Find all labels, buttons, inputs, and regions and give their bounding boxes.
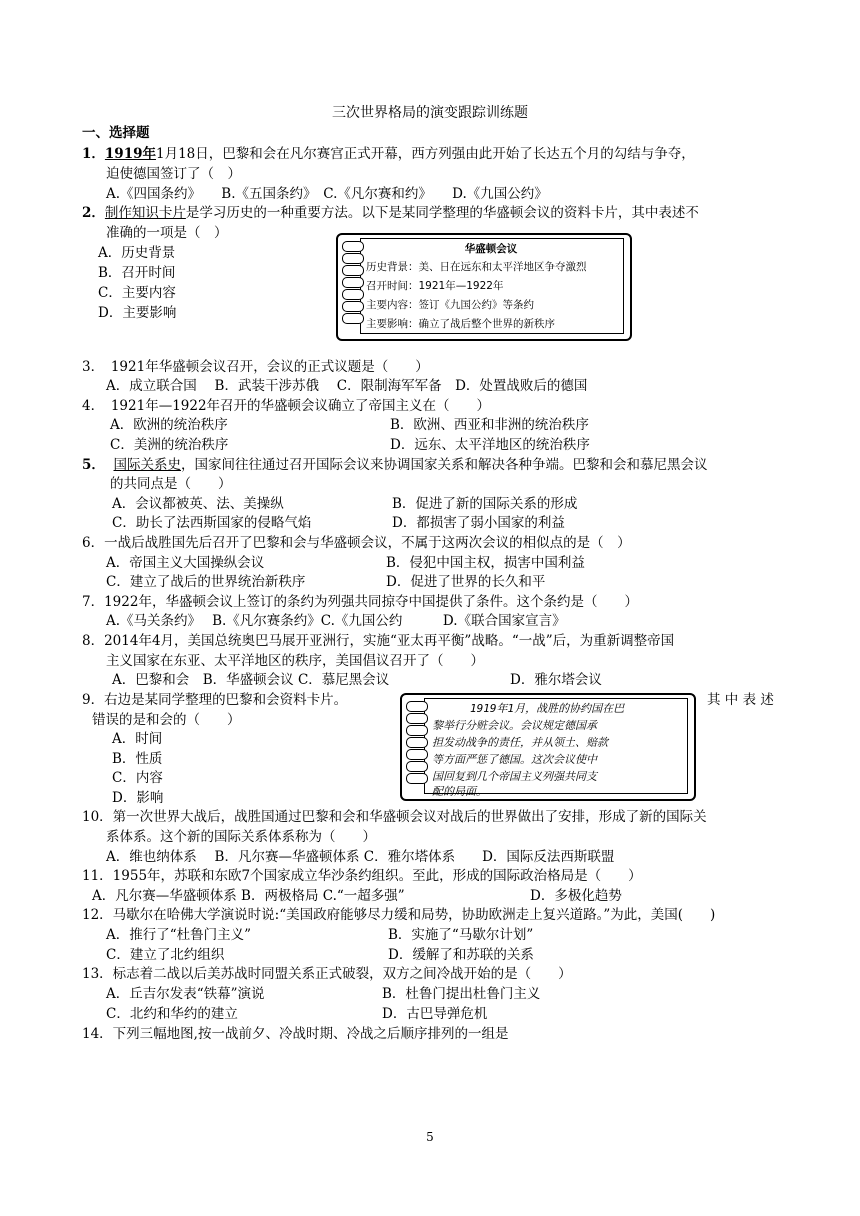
question-4-stem: 4． 1921年—1922年召开的华盛顿会议确立了帝国主义在（ ） xyxy=(82,398,491,414)
question-2-underlined-phrase: 制作知识卡片 xyxy=(104,205,186,221)
question-11-stem: 11．1955年，苏联和东欧7个国家成立华沙条约组织。至此，形成的国际政治格局是（ ） xyxy=(82,868,642,884)
option-d: D．缓解了和苏联的关系 xyxy=(388,947,534,963)
question-9-stem: 9．右边是某同学整理的巴黎和会资料卡片。 xyxy=(82,692,348,708)
question-9-stem-line2: 错误的是和会的（ ） xyxy=(92,712,241,728)
option-c: C．建立了北约组织 xyxy=(106,947,225,963)
page-number: 5 xyxy=(426,1130,434,1144)
option-d: D．雅尔塔会议 xyxy=(510,672,602,688)
option-c: C．美洲的统治秩序 xyxy=(110,437,229,453)
binder-ring xyxy=(342,277,364,288)
binder-ring xyxy=(342,301,364,312)
option-b: B．促进了新的国际关系的形成 xyxy=(392,496,578,512)
binder-ring xyxy=(406,749,428,760)
question-1-stem: 1月18日，巴黎和会在凡尔赛宫正式开幕，西方列强由此开始了长达五个月的勾结与争夺， xyxy=(155,146,695,162)
card-row: 配的局面。 xyxy=(432,785,487,798)
question-8-stem-line2: 主义国家在东亚、太平洋地区的秩序，美国倡议召开了（ ） xyxy=(106,653,484,669)
question-3-options: A．成立联合国 B．武装干涉苏俄 C．限制海军军备 D．处置战败后的德国 xyxy=(106,378,588,394)
option-c: C．北约和华约的建立 xyxy=(106,1006,238,1022)
binder-ring xyxy=(406,725,428,736)
binder-ring xyxy=(342,313,364,324)
option-a: A．推行了“杜鲁门主义” xyxy=(106,927,252,943)
binder-ring xyxy=(342,241,364,252)
card-row: 等方面严惩了德国。这次会议使中 xyxy=(432,753,597,766)
option-a: A．欧洲的统治秩序 xyxy=(110,417,228,433)
question-5-underlined-phrase: 国际关系史 xyxy=(113,457,181,473)
question-1-options: A.《四国条约》 B.《五国条约》 C.《凡尔赛和约》 D.《九国公约》 xyxy=(106,186,548,202)
option-a: A．帝国主义大国操纵会议 xyxy=(106,555,265,571)
option-d: D．都损害了弱小国家的利益 xyxy=(392,515,565,531)
option-d: D．多极化趋势 xyxy=(530,888,622,904)
card-row: 担发动战争的责任，并从领土、赔款 xyxy=(432,736,608,749)
question-11-options: A．凡尔赛—华盛顿体系 B．两极格局 C.“一超多强” xyxy=(92,888,405,904)
option-b: B．实施了“马歇尔计划” xyxy=(388,927,534,943)
question-14-stem: 14．下列三幅地图,按一战前夕、冷战时期、冷战之后顺序排列的一组是 xyxy=(82,1026,509,1042)
question-5-stem-line2: 的共同点是（ ） xyxy=(110,476,232,492)
section-heading: 一、选择题 xyxy=(82,125,150,141)
option-b: B．欧洲、西亚和非洲的统治秩序 xyxy=(390,417,589,433)
question-number: 2． xyxy=(82,205,105,221)
option-b: B．侵犯中国主权，损害中国利益 xyxy=(386,555,585,571)
card-row: 主要内容：签订《九国公约》等条约 xyxy=(366,299,534,311)
question-10-stem-line2: 系体系。这个新的国际关系体系称为（ ） xyxy=(106,829,376,845)
card-row: 主要影响：确立了战后整个世界的新秩序 xyxy=(366,318,555,330)
option-c: C．内容 xyxy=(112,770,163,786)
question-3-stem: 3． 1921年华盛顿会议召开，会议的正式议题是（ ） xyxy=(82,359,429,375)
option-a: A．会议都被英、法、美操纵 xyxy=(112,496,284,512)
question-12-stem: 12．马歇尔在哈佛大学演说时说:“美国政府能够尽力缓和局势，协助欧洲走上复兴道路。”为此，美国( ) xyxy=(82,907,716,923)
option-b: B．性质 xyxy=(112,751,163,767)
option-b: B．杜鲁门提出杜鲁门主义 xyxy=(382,986,541,1002)
card-heading: 华盛顿会议 xyxy=(464,243,518,255)
question-10-stem: 10．第一次世界大战后，战胜国通过巴黎和会和华盛顿会议对战后的世界做出了安排，形成了新的国际关 xyxy=(82,809,707,825)
option-a: A．时间 xyxy=(112,731,163,747)
option-d: D．远东、太平洋地区的统治秩序 xyxy=(390,437,590,453)
paris-conference-card xyxy=(400,693,696,801)
option-b: B．召开时间 xyxy=(98,265,176,281)
question-10-options: A．维也纳体系 B．凡尔赛—华盛顿体系 C．雅尔塔体系 D．国际反法西斯联盟 xyxy=(106,849,615,865)
card-row: 历史背景：美、日在远东和太平洋地区争夺激烈 xyxy=(366,261,587,273)
question-7-stem: 7．1922年，华盛顿会议上签订的条约为列强共同掠夺中国提供了条件。这个条约是（ ） xyxy=(82,594,638,610)
page-title: 三次世界格局的演变跟踪训练题 xyxy=(332,105,528,121)
binder-ring xyxy=(342,253,364,264)
washington-conference-card xyxy=(336,233,632,341)
option-c: C．主要内容 xyxy=(98,285,176,301)
card-row: 召开时间：1921年—1922年 xyxy=(366,280,504,292)
question-6-stem: 6．一战后战胜国先后召开了巴黎和会与华盛顿会议，不属于这两次会议的相似点的是（ ） xyxy=(82,535,631,551)
card-row: 黎举行分赃会议。会议规定德国承 xyxy=(432,719,597,732)
question-1-stem-line2: 迫使德国签订了（ ） xyxy=(106,166,241,182)
option-d: D．影响 xyxy=(112,790,164,806)
option-d: D．促进了世界的长久和平 xyxy=(386,574,546,590)
binder-ring xyxy=(342,265,364,276)
question-1-underlined-date: 1919年 xyxy=(104,146,156,162)
question-13-stem: 13．标志着二战以后美苏战时同盟关系正式破裂，双方之间冷战开始的是（ ） xyxy=(82,966,572,982)
binder-ring xyxy=(406,737,428,748)
question-8-stem: 8．2014年4月，美国总统奥巴马展开亚洲行，实施“亚太再平衡”战略。“一战”后，为重新调整帝国 xyxy=(82,633,675,649)
question-2-stem-line2: 准确的一项是（ ） xyxy=(106,225,228,241)
question-number: 1． xyxy=(82,146,105,162)
question-number: 5． xyxy=(82,457,105,473)
card-row: 国回复到几个帝国主义列强共同支 xyxy=(432,770,597,783)
question-8-options: A．巴黎和会 B．华盛顿会议 C．慕尼黑会议 xyxy=(112,672,390,688)
option-d: D．古巴导弹危机 xyxy=(382,1006,488,1022)
binder-ring xyxy=(406,701,428,712)
question-7-options: A.《马关条约》 B.《凡尔赛条约》C.《九国公约 D.《联合国家宣言》 xyxy=(106,613,566,629)
option-d: D．主要影响 xyxy=(98,305,177,321)
binder-ring xyxy=(406,761,428,772)
card-row: 1919年1月，战胜的协约国在巴 xyxy=(470,702,625,715)
question-5-stem: ，国家间往往通过召开国际会议来协调国家关系和解决各种争端。巴黎和会和慕尼黑会议 xyxy=(181,457,708,473)
binder-ring xyxy=(342,289,364,300)
option-a: A．历史背景 xyxy=(98,245,176,261)
question-9-stem-right: 其 中 表 述 xyxy=(707,692,774,708)
option-a: A．丘吉尔发表“铁幕”演说 xyxy=(106,986,265,1002)
option-c: C．助长了法西斯国家的侵略气焰 xyxy=(112,515,312,531)
question-2-stem: 是学习历史的一种重要方法。以下是某同学整理的华盛顿会议的资料卡片，其中表述不 xyxy=(185,205,699,221)
binder-ring xyxy=(406,773,428,784)
option-c: C．建立了战后的世界统治新秩序 xyxy=(106,574,306,590)
binder-ring xyxy=(406,713,428,724)
